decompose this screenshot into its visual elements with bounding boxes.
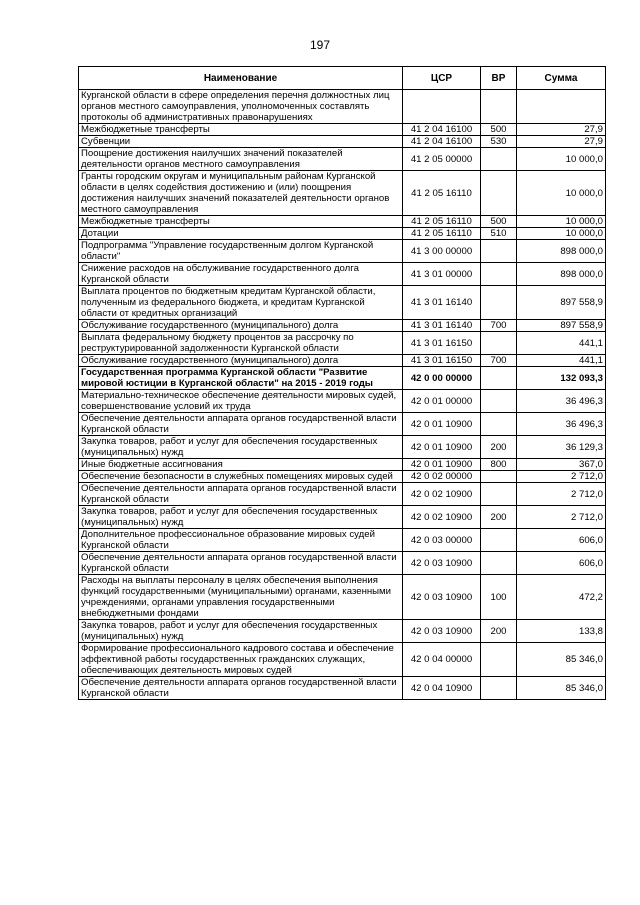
row-csr: 42 0 04 10900 (403, 677, 481, 700)
row-name: Обслуживание государственного (муниципального) долга (79, 355, 403, 367)
row-sum: 36 129,3 (517, 436, 606, 459)
row-vr (481, 471, 517, 483)
row-vr: 700 (481, 320, 517, 332)
row-sum: 10 000,0 (517, 216, 606, 228)
table-row (79, 320, 606, 332)
row-csr: 41 2 04 16100 (403, 124, 481, 136)
row-name: Межбюджетные трансферты (79, 216, 403, 228)
table-row (79, 355, 606, 367)
table-row (79, 332, 606, 355)
table-row (79, 390, 606, 413)
table-row (79, 575, 606, 620)
row-name: Обеспечение деятельности аппарата органов государственной власти Курганской области (79, 483, 403, 506)
row-csr: 42 0 03 00000 (403, 529, 481, 552)
table-row (79, 643, 606, 677)
row-csr: 41 3 01 16150 (403, 355, 481, 367)
row-sum: 606,0 (517, 529, 606, 552)
row-vr (481, 286, 517, 320)
row-name: Межбюджетные трансферты (79, 124, 403, 136)
row-sum: 27,9 (517, 136, 606, 148)
table-row (79, 483, 606, 506)
row-vr (481, 263, 517, 286)
row-csr: 41 3 01 16140 (403, 286, 481, 320)
row-name: Материально-техническое обеспечение деятельности мировых судей, совершенствование условий их труда (79, 390, 403, 413)
table-row (79, 471, 606, 483)
row-sum: 85 346,0 (517, 677, 606, 700)
table-row (79, 228, 606, 240)
row-vr: 700 (481, 355, 517, 367)
row-name: Субвенции (79, 136, 403, 148)
row-name: Обеспечение безопасности в служебных помещениях мировых судей (79, 471, 403, 483)
row-vr (481, 483, 517, 506)
row-name: Дополнительное профессиональное образование мировых судей Курганской области (79, 529, 403, 552)
table-row (79, 90, 606, 124)
row-vr (481, 529, 517, 552)
row-csr: 41 3 00 00000 (403, 240, 481, 263)
row-sum: 132 093,3 (517, 367, 606, 390)
row-sum: 85 346,0 (517, 643, 606, 677)
row-csr: 42 0 02 10900 (403, 483, 481, 506)
row-name: Государственная программа Курганской области "Развитие мировой юстиции в Курганской области" на 2015 - 2019 годы (79, 367, 403, 390)
row-name: Формирование профессионального кадрового состава и обеспечение эффективной работы государственных гражданских служащих, обеспечивающих деятельность мировых судей (79, 643, 403, 677)
row-name: Иные бюджетные ассигнования (79, 459, 403, 471)
row-vr: 200 (481, 506, 517, 529)
row-sum: 898 000,0 (517, 263, 606, 286)
row-csr: 42 0 01 10900 (403, 413, 481, 436)
row-csr: 42 0 03 10900 (403, 620, 481, 643)
row-sum: 10 000,0 (517, 228, 606, 240)
table-header-row (79, 67, 606, 90)
row-name: Дотации (79, 228, 403, 240)
row-sum: 2 712,0 (517, 471, 606, 483)
row-vr: 200 (481, 620, 517, 643)
row-name: Выплата процентов по бюджетным кредитам Курганской области, полученным из федерального бюджета, и кредитам Курганской области от кредитных организаций (79, 286, 403, 320)
row-sum: 897 558,9 (517, 320, 606, 332)
row-csr: 42 0 01 10900 (403, 436, 481, 459)
row-name: Расходы на выплаты персоналу в целях обеспечения выполнения функций государственными (муниципальными) органами, казенными учреждениями, органами управления государственными внебюджетными фондами (79, 575, 403, 620)
row-csr: 41 2 05 16110 (403, 216, 481, 228)
row-name: Поощрение достижения наилучших значений показателей деятельности органов местного самоуправления (79, 148, 403, 171)
table-row (79, 171, 606, 216)
row-csr: 42 0 02 00000 (403, 471, 481, 483)
row-sum: 27,9 (517, 124, 606, 136)
row-csr: 42 0 01 10900 (403, 459, 481, 471)
row-vr (481, 552, 517, 575)
row-csr: 42 0 03 10900 (403, 575, 481, 620)
table-row (79, 459, 606, 471)
row-vr (481, 367, 517, 390)
row-vr (481, 677, 517, 700)
row-vr: 530 (481, 136, 517, 148)
row-csr: 42 0 00 00000 (403, 367, 481, 390)
row-vr (481, 240, 517, 263)
row-name: Обеспечение деятельности аппарата органов государственной власти Курганской области (79, 413, 403, 436)
budget-table (78, 66, 606, 700)
header-vr: ВР (481, 67, 517, 90)
row-name: Обслуживание государственного (муниципального) долга (79, 320, 403, 332)
row-sum: 898 000,0 (517, 240, 606, 263)
row-csr: 41 2 05 16110 (403, 171, 481, 216)
row-vr: 500 (481, 124, 517, 136)
row-name: Снижение расходов на обслуживание государственного долга Курганской области (79, 263, 403, 286)
row-vr: 500 (481, 216, 517, 228)
row-vr (481, 390, 517, 413)
row-csr: 41 3 01 16150 (403, 332, 481, 355)
table-row (79, 506, 606, 529)
table-row (79, 148, 606, 171)
row-csr: 42 0 02 10900 (403, 506, 481, 529)
row-sum: 10 000,0 (517, 148, 606, 171)
row-sum: 133,8 (517, 620, 606, 643)
row-sum: 367,0 (517, 459, 606, 471)
row-sum (517, 90, 606, 124)
row-vr: 510 (481, 228, 517, 240)
table-row (79, 136, 606, 148)
row-csr: 42 0 04 00000 (403, 643, 481, 677)
row-csr: 41 2 05 16110 (403, 228, 481, 240)
table-row (79, 413, 606, 436)
row-vr (481, 148, 517, 171)
table-row (79, 552, 606, 575)
header-name: Наименование (79, 67, 403, 90)
row-vr (481, 643, 517, 677)
table-row (79, 216, 606, 228)
row-vr: 100 (481, 575, 517, 620)
row-sum: 897 558,9 (517, 286, 606, 320)
row-sum: 36 496,3 (517, 390, 606, 413)
row-sum: 36 496,3 (517, 413, 606, 436)
row-sum: 441,1 (517, 355, 606, 367)
row-vr (481, 413, 517, 436)
table-row (79, 436, 606, 459)
table-row (79, 286, 606, 320)
row-csr: 41 3 01 16140 (403, 320, 481, 332)
row-name: Выплата федеральному бюджету процентов за рассрочку по реструктурированной задолженности Курганской области (79, 332, 403, 355)
table-row (79, 263, 606, 286)
table-row (79, 620, 606, 643)
row-sum: 441,1 (517, 332, 606, 355)
row-name: Закупка товаров, работ и услуг для обеспечения государственных (муниципальных) нужд (79, 506, 403, 529)
row-sum: 2 712,0 (517, 483, 606, 506)
row-sum: 2 712,0 (517, 506, 606, 529)
row-name: Обеспечение деятельности аппарата органов государственной власти Курганской области (79, 552, 403, 575)
table-row (79, 240, 606, 263)
table-row (79, 677, 606, 700)
header-csr: ЦСР (403, 67, 481, 90)
table-row (79, 367, 606, 390)
row-name: Закупка товаров, работ и услуг для обеспечения государственных (муниципальных) нужд (79, 436, 403, 459)
row-csr: 41 2 05 00000 (403, 148, 481, 171)
row-vr (481, 171, 517, 216)
row-vr (481, 90, 517, 124)
row-csr: 41 3 01 00000 (403, 263, 481, 286)
page-number: 197 (309, 38, 331, 52)
row-csr (403, 90, 481, 124)
row-vr: 200 (481, 436, 517, 459)
row-csr: 41 2 04 16100 (403, 136, 481, 148)
row-name: Подпрограмма "Управление государственным долгом Курганской области" (79, 240, 403, 263)
row-name: Гранты городским округам и муниципальным районам Курганской области в целях содействия достижению и (или) поощрения достижения наилучших значений показателей деятельности органов местного самоуправления (79, 171, 403, 216)
row-vr (481, 332, 517, 355)
table-row (79, 124, 606, 136)
row-sum: 606,0 (517, 552, 606, 575)
table-row (79, 529, 606, 552)
row-name: Курганской области в сфере определения перечня должностных лиц органов местного самоуправления, уполномоченных составлять протоколы об административных правонарушениях (79, 90, 403, 124)
table-body (79, 90, 606, 700)
row-sum: 10 000,0 (517, 171, 606, 216)
row-csr: 42 0 01 00000 (403, 390, 481, 413)
row-name: Обеспечение деятельности аппарата органов государственной власти Курганской области (79, 677, 403, 700)
row-sum: 472,2 (517, 575, 606, 620)
header-sum: Сумма (517, 67, 606, 90)
row-vr: 800 (481, 459, 517, 471)
row-csr: 42 0 03 10900 (403, 552, 481, 575)
row-name: Закупка товаров, работ и услуг для обеспечения государственных (муниципальных) нужд (79, 620, 403, 643)
